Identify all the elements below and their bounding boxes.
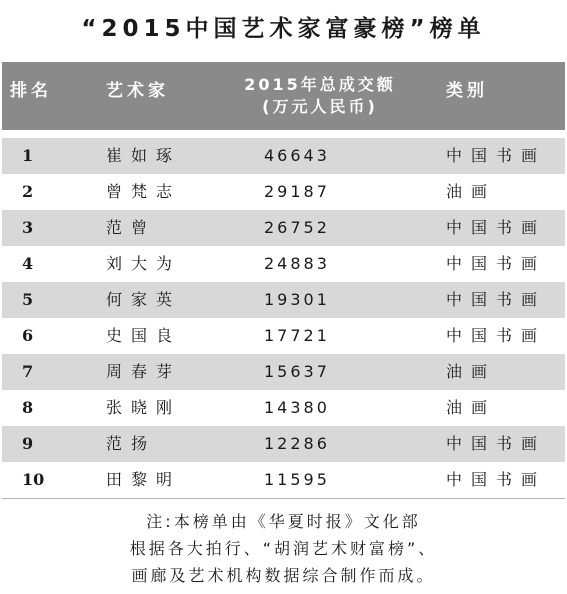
table-row: [2, 354, 565, 390]
cell-rank: 3: [22, 218, 34, 237]
cell-rank: 10: [22, 470, 45, 489]
table-row: [2, 318, 565, 354]
cell-category: 中国书画: [446, 218, 547, 237]
cell-amount: 24883: [264, 254, 330, 273]
cell-rank: 7: [22, 362, 34, 381]
cell-artist: 周春芽: [106, 362, 182, 381]
cell-category: 油画: [446, 398, 497, 417]
cell-amount: 29187: [264, 182, 330, 201]
cell-amount: 12286: [264, 434, 330, 453]
cell-artist: 崔如琢: [106, 146, 182, 165]
cell-rank: 4: [22, 254, 34, 273]
header-amount-line2: (万元人民币): [262, 97, 378, 116]
cell-artist: 何家英: [106, 290, 182, 309]
cell-rank: 1: [22, 146, 34, 165]
cell-amount: 19301: [264, 290, 330, 309]
table-row: [2, 462, 565, 498]
table-row: [2, 246, 565, 282]
header-amount-line1: 2015年总成交额: [244, 75, 396, 94]
footnote-line: 注:本榜单由《华夏时报》文化部: [146, 512, 421, 531]
header-amount: [210, 74, 430, 118]
cell-category: 中国书画: [446, 434, 547, 453]
cell-rank: 5: [22, 290, 34, 309]
table-body: [2, 138, 565, 498]
cell-artist: 范曾: [106, 218, 157, 237]
table-header: [2, 62, 565, 130]
table-row: [2, 390, 565, 426]
cell-amount: 17721: [264, 326, 330, 345]
footnote: [0, 508, 567, 589]
cell-artist: 张晓刚: [106, 398, 182, 417]
cell-artist: 刘大为: [106, 254, 182, 273]
cell-amount: 26752: [264, 218, 330, 237]
header-category: 类别: [446, 81, 488, 101]
cell-rank: 8: [22, 398, 34, 417]
cell-artist: 范扬: [106, 434, 157, 453]
cell-rank: 2: [22, 182, 34, 201]
cell-amount: 15637: [264, 362, 330, 381]
cell-category: 中国书画: [446, 254, 547, 273]
page-title: “2015中国艺术家富豪榜”榜单: [81, 16, 486, 42]
cell-rank: 9: [22, 434, 34, 453]
table-row: [2, 282, 565, 318]
table-row: [2, 138, 565, 174]
cell-category: 中国书画: [446, 146, 547, 165]
table-divider: [2, 498, 565, 499]
cell-artist: 田黎明: [106, 470, 182, 489]
table-row: [2, 210, 565, 246]
footnote-line: 根据各大拍行、“胡润艺术财富榜”、: [129, 539, 438, 558]
cell-rank: 6: [22, 326, 34, 345]
header-artist: 艺术家: [106, 81, 169, 101]
header-rank: 排名: [10, 81, 52, 101]
cell-category: 中国书画: [446, 290, 547, 309]
cell-category: 中国书画: [446, 326, 547, 345]
cell-amount: 11595: [264, 470, 330, 489]
cell-amount: 46643: [264, 146, 330, 165]
table-row: [2, 174, 565, 210]
table-row: [2, 426, 565, 462]
cell-category: 油画: [446, 362, 497, 381]
cell-artist: 曾梵志: [106, 182, 182, 201]
footnote-line: 画廊及艺术机构数据综合制作而成。: [131, 566, 436, 585]
cell-amount: 14380: [264, 398, 330, 417]
cell-artist: 史国良: [106, 326, 182, 345]
cell-category: 中国书画: [446, 470, 547, 489]
cell-category: 油画: [446, 182, 497, 201]
